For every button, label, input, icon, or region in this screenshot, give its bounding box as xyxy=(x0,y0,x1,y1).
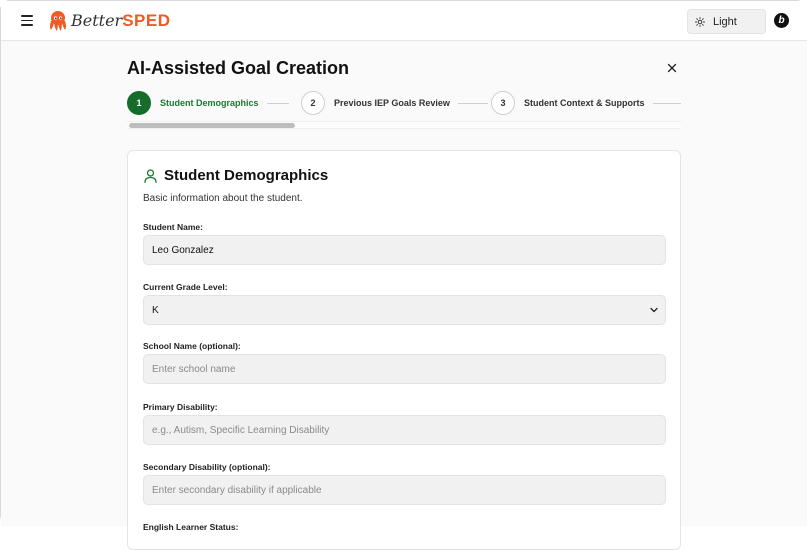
close-icon[interactable] xyxy=(665,61,679,75)
top-bar xyxy=(1,1,807,41)
school-name-label: School Name (optional): xyxy=(143,341,241,351)
section-description: Basic information about the student. xyxy=(143,193,303,204)
student-name-label: Student Name: xyxy=(143,222,203,232)
step-2[interactable] xyxy=(301,91,488,115)
school-name-input[interactable]: Enter school name xyxy=(143,354,666,384)
student-name-input[interactable]: Leo Gonzalez xyxy=(143,235,666,265)
secondary-disability-label: Secondary Disability (optional): xyxy=(143,462,271,472)
step-connector xyxy=(267,103,289,104)
step-label: Student Demographics xyxy=(160,98,259,108)
theme-toggle-button[interactable] xyxy=(687,9,766,34)
step-connector xyxy=(458,103,488,104)
modal-content xyxy=(1,41,807,532)
grade-level-value: K xyxy=(152,304,159,316)
step-label: Student Context & Supports xyxy=(524,98,645,108)
step-1[interactable] xyxy=(127,91,289,115)
grade-level-select[interactable] xyxy=(143,295,666,325)
theme-label: Light xyxy=(713,15,737,28)
user-icon xyxy=(144,169,157,183)
scrollbar-thumb[interactable] xyxy=(129,123,295,128)
step-number: 3 xyxy=(491,91,515,115)
hamburger-icon[interactable] xyxy=(21,15,33,26)
step-number: 2 xyxy=(301,91,325,115)
demographics-card xyxy=(127,150,681,550)
step-progress xyxy=(127,91,681,115)
step-3[interactable] xyxy=(491,91,681,115)
logo-text: BetterSPED xyxy=(71,11,171,30)
section-header xyxy=(144,167,328,184)
step-number: 1 xyxy=(127,91,151,115)
chevron-down-icon xyxy=(650,307,658,313)
primary-disability-input[interactable]: e.g., Autism, Specific Learning Disability xyxy=(143,415,666,445)
profile-avatar[interactable]: b xyxy=(774,13,789,28)
logo[interactable] xyxy=(48,9,171,33)
grade-level-label: Current Grade Level: xyxy=(143,282,228,292)
step-connector xyxy=(653,103,681,104)
section-title: Student Demographics xyxy=(164,167,329,184)
step-label: Previous IEP Goals Review xyxy=(334,98,450,108)
stepper-scrollbar[interactable] xyxy=(127,121,681,129)
page-title: AI-Assisted Goal Creation xyxy=(127,58,350,78)
octopus-mascot-icon xyxy=(48,10,68,32)
english-learner-label: English Learner Status: xyxy=(143,522,239,532)
primary-disability-label: Primary Disability: xyxy=(143,402,218,412)
secondary-disability-input[interactable]: Enter secondary disability if applicable xyxy=(143,475,666,505)
sun-icon xyxy=(695,17,705,27)
